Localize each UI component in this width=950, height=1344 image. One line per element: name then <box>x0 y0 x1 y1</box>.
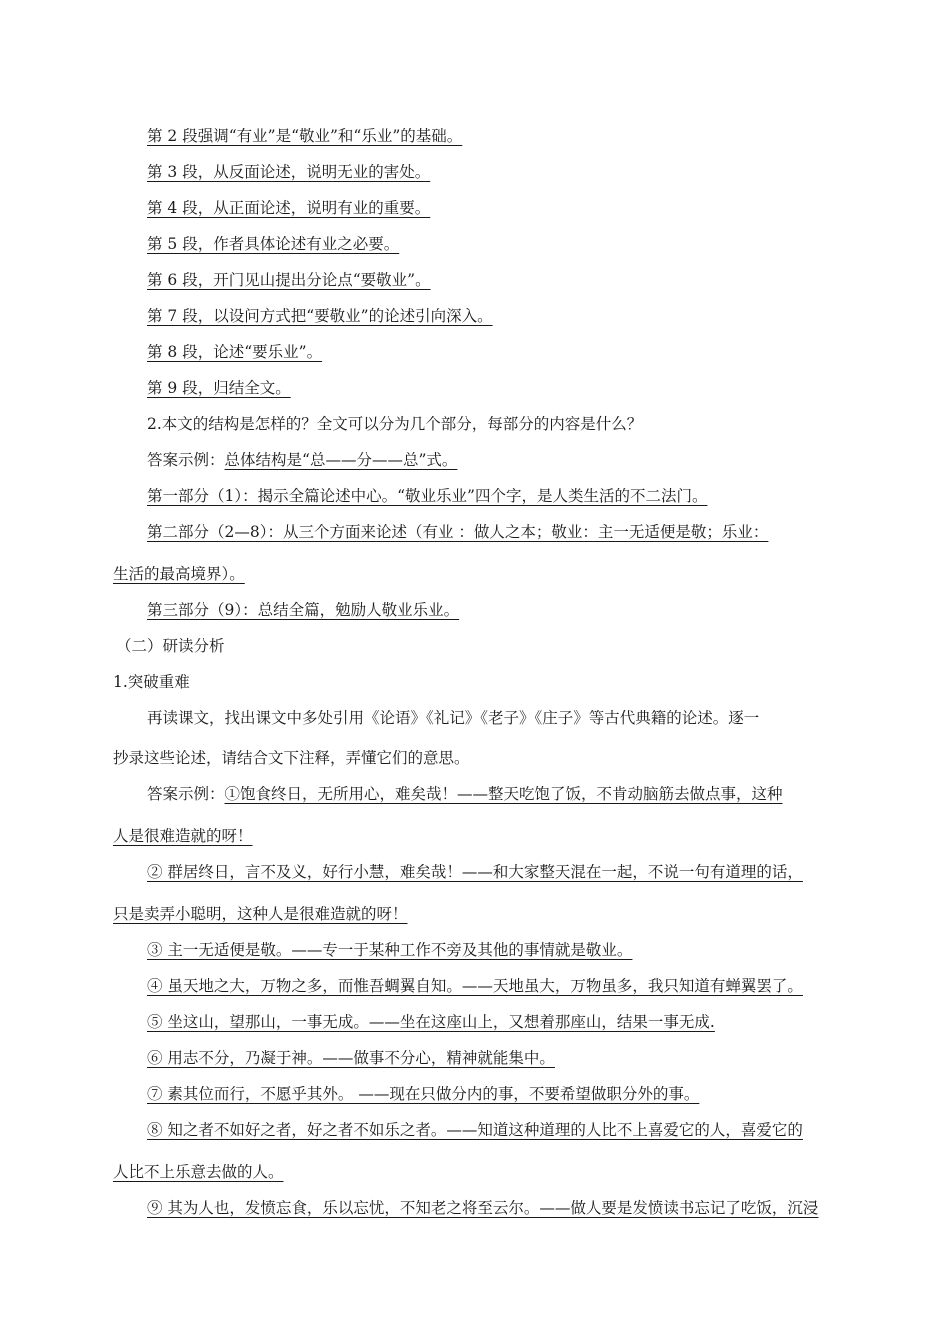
paragraph-line: 第 2 段强调“有业”是“敬业”和“乐业”的基础。 <box>147 127 463 145</box>
answer-prefix: 答案示例： <box>147 451 225 469</box>
paragraph-line: 第 9 段，归结全文。 <box>147 379 291 397</box>
paragraph-line: ③ 主一无适便是敬。——专一于某种工作不旁及其他的事情就是敬业。 <box>147 941 633 959</box>
question-line: 2.本文的结构是怎样的？全文可以分为几个部分，每部分的内容是什么？ <box>147 415 643 433</box>
paragraph-line: 第二部分（2—8）：从三个方面来论述（有业 ：做人之本；敬业：主一无适便是敬；乐业： <box>147 523 769 541</box>
paragraph-line: 只是卖弄小聪明，这种人是很难造就的呀！ <box>113 905 408 923</box>
answer-line <box>147 784 783 804</box>
paragraph-line: 生活的最高境界）。 <box>113 565 245 583</box>
body-line: 再读课文，找出课文中多处引用《论语》《礼记》《老子》《庄子》等古代典籍的论述。逐一 <box>147 709 760 727</box>
answer-text: 总体结构是“总——分——总”式。 <box>224 451 458 469</box>
paragraph-line: 第 6 段，开门见山提出分论点“要敬业”。 <box>147 271 431 289</box>
body-line: 抄录这些论述，请结合文下注释，弄懂它们的意思。 <box>113 749 470 767</box>
paragraph-line: 第一部分（1）：揭示全篇论述中心。“敬业乐业”四个字，是人类生活的不二法门。 <box>147 487 708 505</box>
paragraph-line: ⑥ 用志不分，乃凝于神。——做事不分心，精神就能集中。 <box>147 1049 555 1067</box>
paragraph-line: 人比不上乐意去做的人。 <box>113 1163 284 1181</box>
subsection-heading: 1.突破重难 <box>113 673 190 691</box>
paragraph-line: ⑧ 知之者不如好之者，好之者不如乐之者。——知道这种道理的人比不上喜爱它的人，喜爱它的 <box>147 1121 803 1139</box>
paragraph-line: 第 4 段，从正面论述，说明有业的重要。 <box>147 199 431 217</box>
paragraph-line: ⑨ 其为人也，发愤忘食，乐以忘忧，不知老之将至云尔。——做人要是发愤读书忘记了吃饭，沉浸 <box>147 1199 819 1217</box>
section-heading: （二）研读分析 <box>116 637 225 655</box>
paragraph-line: 第 5 段，作者具体论述有业之必要。 <box>147 235 400 253</box>
answer-line <box>147 450 457 470</box>
answer-text: ①饱食终日，无所用心，难矣哉！——整天吃饱了饭，不肯动脑筋去做点事，这种 <box>224 785 783 803</box>
paragraph-line: ⑦ 素其位而行，不愿乎其外。 ——现在只做分内的事，不要希望做职分外的事。 <box>147 1085 700 1103</box>
paragraph-line: ④ 虽天地之大，万物之多，而惟吾蜩翼自知。——天地虽大，万物虽多，我只知道有蝉翼罢了。 <box>147 977 803 995</box>
answer-prefix: 答案示例： <box>147 785 225 803</box>
paragraph-line: 第三部分（9）：总结全篇，勉励人敬业乐业。 <box>147 601 460 619</box>
paragraph-line: 第 7 段，以设问方式把“要敬业”的论述引向深入。 <box>147 307 493 325</box>
paragraph-line: 第 3 段，从反面论述，说明无业的害处。 <box>147 163 431 181</box>
paragraph-line: ⑤ 坐这山，望那山，一事无成。——坐在这座山上，又想着那座山，结果一事无成. <box>147 1013 715 1031</box>
paragraph-line: 人是很难造就的呀！ <box>113 827 253 845</box>
paragraph-line: ② 群居终日，言不及义，好行小慧，难矣哉！——和大家整天混在一起，不说一句有道理的话， <box>147 863 803 881</box>
paragraph-line: 第 8 段，论述“要乐业”。 <box>147 343 323 361</box>
